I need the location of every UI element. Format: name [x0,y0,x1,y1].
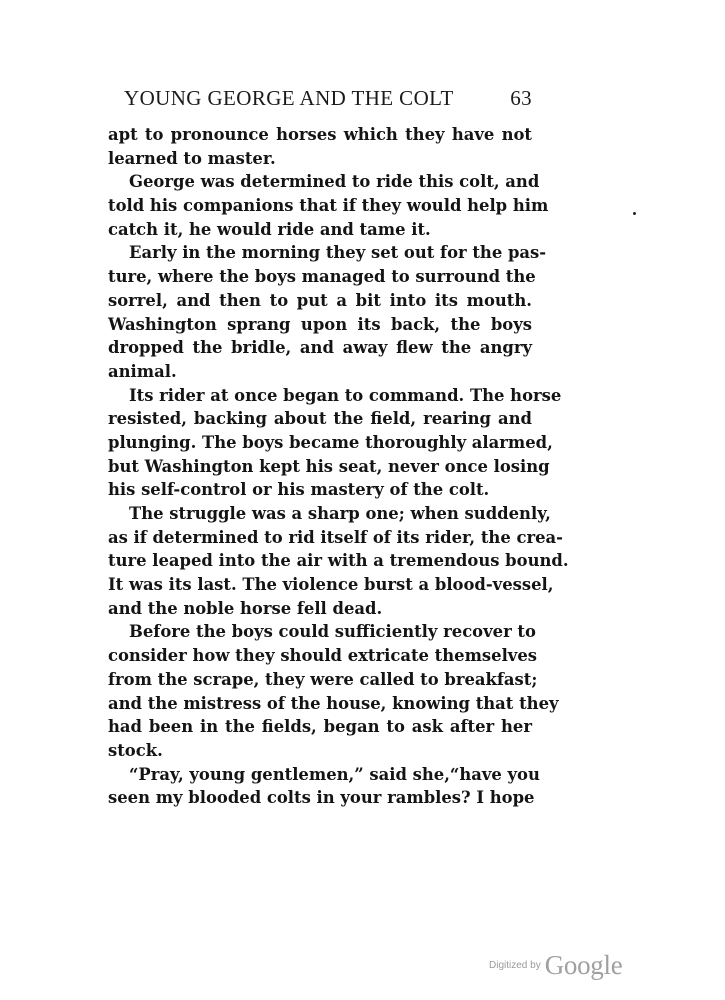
paragraph [108,384,562,502]
text-line: The struggle was a sharp one; when suddenly, [129,504,551,523]
text-line: ture, where the boys managed to surround the [108,267,536,287]
text-line: Early in the morning they set out for the pas- [129,243,547,263]
text-line: sorrel, and then to put a bit into its mouth. [108,290,532,310]
text-line: stock. [108,740,163,760]
text-line: as if determined to rid itself of its rider, the crea- [108,527,563,547]
text-line: It was its last. The violence burst a blood-vessel, [108,575,554,595]
google-logo: Google [544,950,623,980]
page-header [124,86,532,116]
text-line: “Pray, young gentlemen,” said she,“have you [129,764,540,784]
paragraph [108,241,547,383]
text-line: told his companions that if they would help him [108,196,549,216]
text-line: learned to master. [108,148,276,168]
text-line: consider how they should extricate themselves [108,646,537,666]
text-line: but Washington kept his seat, never once losing [108,456,550,476]
scan-speck [633,212,636,215]
text-line: dropped the bridle, and away flew the angry [108,338,532,358]
paragraph [108,170,549,241]
text-line: and the noble horse fell dead. [108,598,383,618]
text-line: from the scrape, they were called to breakfast; [108,669,538,689]
digitized-watermark [489,950,622,980]
text-line: Washington sprang upon its back, the boys [108,314,532,334]
text-line: ture leaped into the air with a tremendous bound. [108,551,569,571]
paragraph [108,620,559,762]
body-text [108,123,569,810]
text-line: George was determined to ride this colt, and [129,172,540,192]
text-line: resisted, backing about the field, rearing and [108,409,532,429]
text-line: plunging. The boys became thoroughly alarmed, [108,432,553,452]
text-line: and the mistress of the house, knowing that they [108,693,559,713]
text-line: his self-control or his mastery of the colt. [108,480,490,500]
page-number: 63 [510,86,532,110]
text-line: had been in the fields, began to ask after her [108,717,532,737]
text-line: seen my blooded colts in your rambles? I hope [108,788,535,808]
text-line: animal. [108,361,177,381]
text-line: apt to pronounce horses which they have not [108,125,532,144]
text-line: Its rider at once began to command. The horse [129,385,562,405]
paragraph [108,763,540,810]
paragraph [108,502,569,620]
digitized-by-label: Digitized by [489,960,541,971]
paragraph [108,123,532,170]
text-line: catch it, he would ride and tame it. [108,219,431,239]
text-line: Before the boys could sufficiently recover to [129,622,536,642]
running-title: YOUNG GEORGE AND THE COLT [124,86,454,110]
